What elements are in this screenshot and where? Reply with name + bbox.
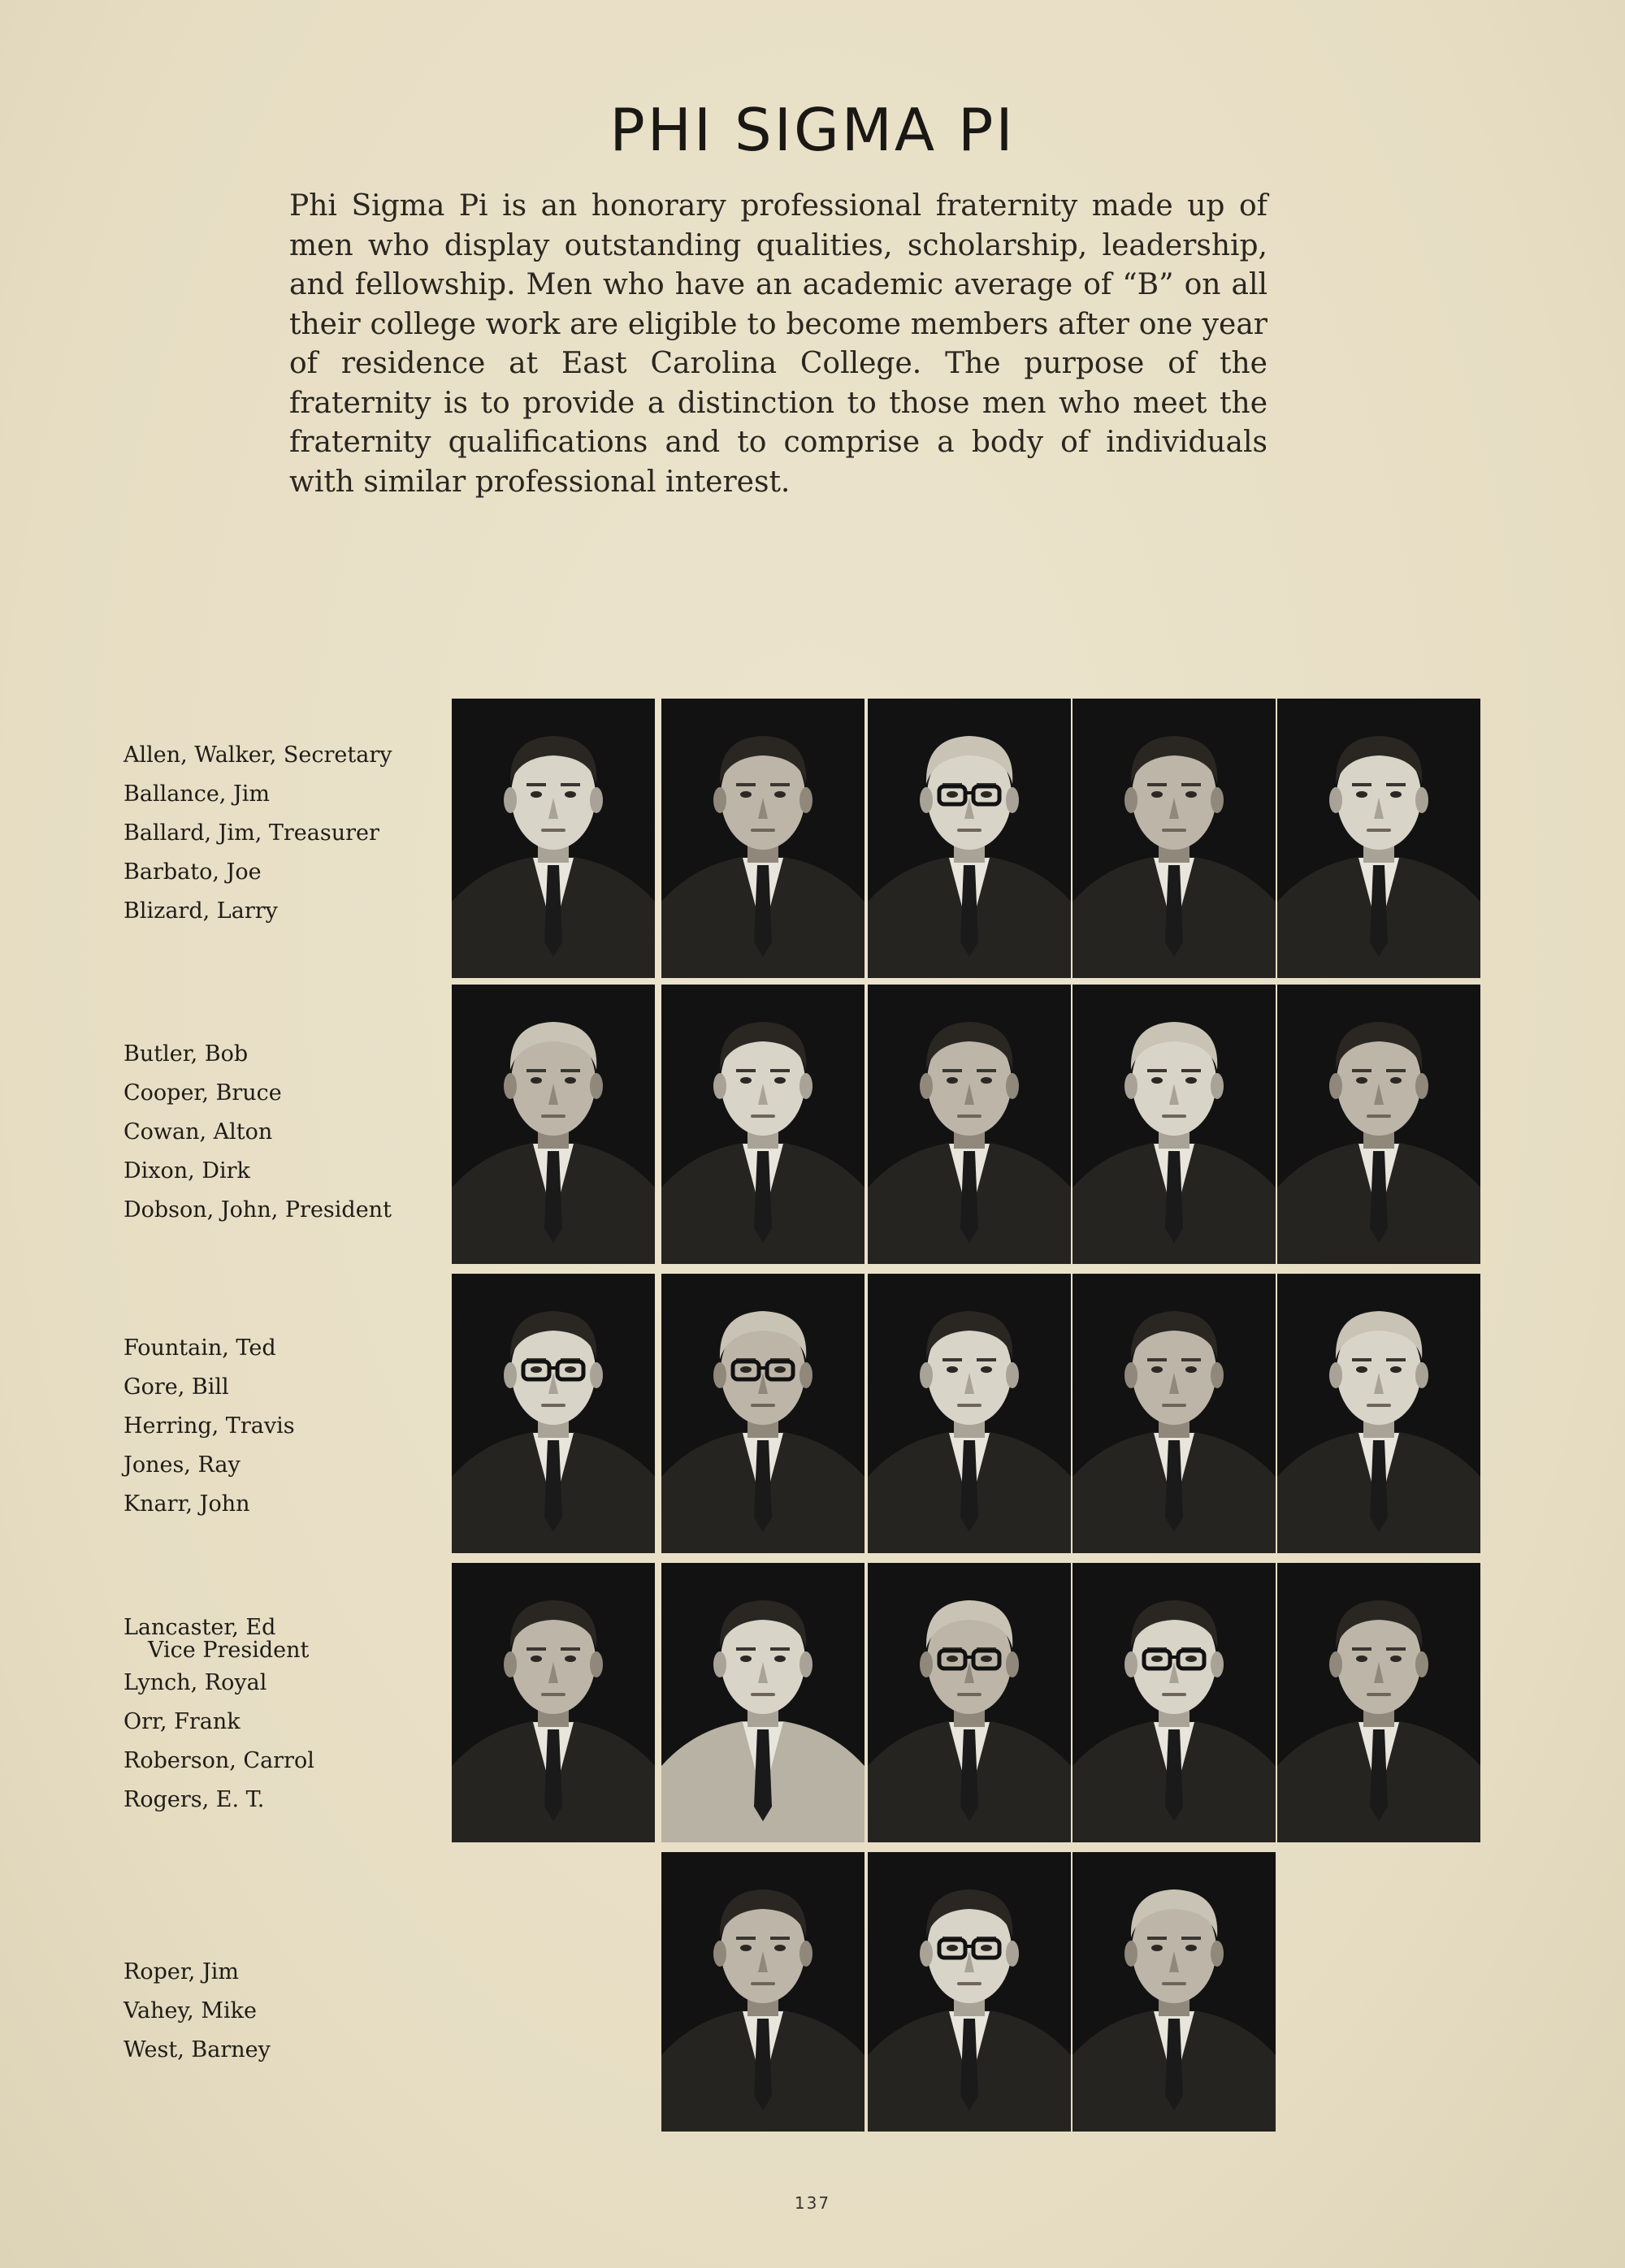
member-name: Ballard, Jim, Treasurer	[124, 820, 379, 846]
member-portrait	[661, 1852, 864, 2132]
member-portrait	[1277, 1274, 1480, 1553]
member-name: Cooper, Bruce	[124, 1080, 282, 1106]
member-portrait	[1072, 1274, 1276, 1553]
member-portrait	[868, 1563, 1071, 1842]
member-portrait	[1277, 1563, 1480, 1842]
member-name: Barbato, Joe	[124, 859, 262, 885]
member-name: Allen, Walker, Secretary	[124, 742, 392, 768]
member-portrait	[1072, 1563, 1276, 1842]
member-names-row-2	[124, 1035, 392, 1230]
member-names-row-4	[124, 1617, 314, 1820]
member-portrait	[1072, 1852, 1276, 2132]
member-portrait	[452, 699, 655, 978]
member-name: Butler, Bob	[124, 1041, 249, 1067]
member-portrait	[868, 1274, 1071, 1553]
member-portrait	[661, 1274, 864, 1553]
member-names-row-3	[124, 1329, 295, 1524]
member-name: Orr, Frank	[124, 1709, 240, 1734]
member-name: Vahey, Mike	[124, 1998, 257, 2023]
member-portrait	[1072, 985, 1276, 1264]
member-portrait	[1277, 985, 1480, 1264]
member-name: Roberson, Carrol	[124, 1748, 314, 1773]
page-number: 137	[794, 2193, 831, 2213]
member-name: Jones, Ray	[124, 1452, 240, 1478]
intro-paragraph: Phi Sigma Pi is an honorary professional fraternity made up of men who display outstanding qualities, scholarship, leadership, and fellowship. Men who have an academic average of “B” on all their college work are eligible to become members after one year of residence at East Carolina College. The purpose of the fraternity is to provide a distinction to those men who meet the fraternity qualifications and to comprise a body of individuals with similar professional interest.	[289, 189, 1268, 499]
member-portrait	[868, 985, 1071, 1264]
member-name: Knarr, John	[124, 1491, 250, 1517]
member-portrait	[452, 985, 655, 1264]
member-name: Cowan, Alton	[124, 1119, 273, 1145]
member-title-line: Vice President	[148, 1638, 310, 1663]
member-name: Blizard, Larry	[124, 898, 278, 924]
member-name: Roper, Jim	[124, 1959, 240, 1984]
member-name: Rogers, E. T.	[124, 1787, 265, 1812]
member-portrait	[661, 985, 864, 1264]
member-portrait	[1277, 699, 1480, 978]
member-portrait	[452, 1274, 655, 1553]
member-name: Herring, Travis	[124, 1413, 295, 1439]
member-portrait	[452, 1563, 655, 1842]
member-names-row-1	[124, 736, 392, 931]
member-name: Fountain, Ted	[124, 1335, 276, 1361]
member-portrait	[868, 699, 1071, 978]
member-name-line: Lancaster, Ed	[124, 1615, 276, 1640]
member-name: Dobson, John, President	[124, 1197, 392, 1223]
member-name: West, Barney	[124, 2037, 271, 2062]
member-portrait	[661, 1563, 864, 1842]
member-name	[124, 1617, 314, 1664]
member-names-row-5	[124, 1953, 271, 2070]
member-portrait	[868, 1852, 1071, 2132]
member-name: Ballance, Jim	[124, 781, 271, 807]
member-name: Dixon, Dirk	[124, 1158, 250, 1184]
member-name: Lynch, Royal	[124, 1670, 267, 1695]
page-title: PHI SIGMA PI	[609, 96, 1016, 164]
member-portrait	[1072, 699, 1276, 978]
member-portrait	[661, 699, 864, 978]
member-name: Gore, Bill	[124, 1374, 229, 1400]
